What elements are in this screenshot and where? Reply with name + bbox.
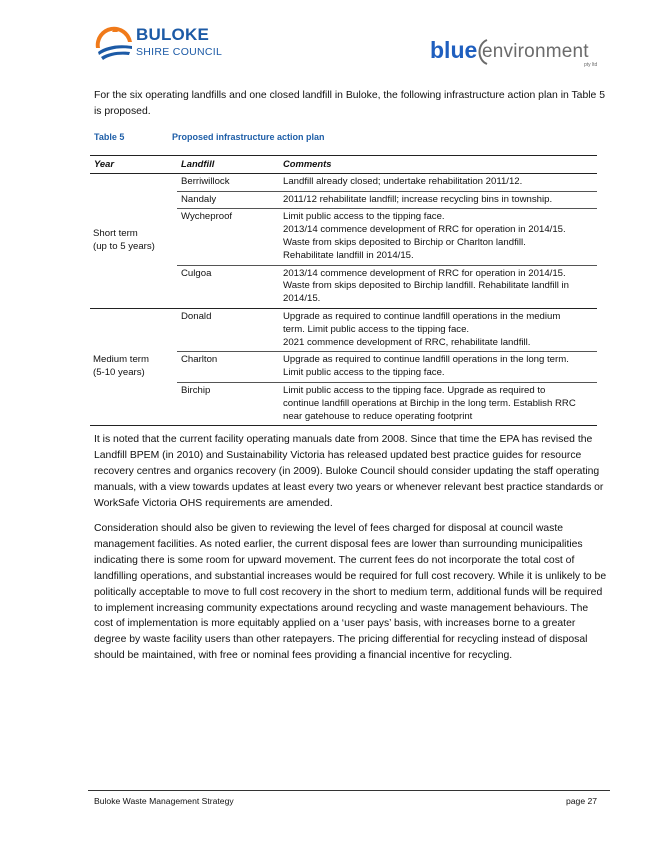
header-comments: Comments [279, 156, 597, 174]
table-row [90, 308, 597, 351]
buloke-emblem-icon [92, 22, 136, 66]
council-name: BULOKE [136, 25, 209, 44]
comment-line: Upgrade as required to continue landfill operations in the long term. [283, 354, 569, 366]
header-year: Year [90, 156, 177, 174]
footer-document-title: Buloke Waste Management Strategy [94, 796, 234, 806]
table-caption-number: Table 5 [94, 132, 125, 142]
comment-line: term. Limit public access to the tipping face. [283, 323, 470, 335]
comment-line: 2013/14 commence development of RRC for operation in 2014/15. [283, 267, 566, 279]
comments-cell [279, 191, 597, 209]
comment-line: continue landfill operations at Birchip in the long term. Establish RRC [283, 397, 576, 409]
period-range: (up to 5 years) [93, 240, 155, 252]
landfill-cell: Wycheproof [177, 209, 279, 265]
comment-line: Upgrade as required to continue landfill operations in the medium [283, 310, 561, 322]
intro-paragraph: For the six operating landfills and one closed landfill in Buloke, the following infrastructure action plan in Table 5 is proposed. [94, 90, 605, 117]
landfill-cell: Charlton [177, 352, 279, 383]
brand-suffix: pty ltd [584, 62, 598, 68]
table-caption [94, 132, 325, 142]
period-label: Short term [93, 228, 138, 240]
period-medium-term [90, 308, 177, 425]
comment-line: 2014/15. [283, 293, 321, 305]
footer-divider [88, 790, 610, 791]
comments-cell [279, 173, 597, 191]
comments-cell [279, 352, 597, 383]
brand-environment-wordmark: environment [482, 41, 589, 62]
comments-cell [279, 265, 597, 308]
landfill-cell: Berriwillock [181, 175, 230, 187]
comment-line: 2021 commence development of RRC, rehabilitate landfill. [283, 336, 531, 348]
table-header-row [90, 156, 597, 174]
period-range: (5-10 years) [93, 367, 145, 379]
comment-line: Waste from skips deposited to Birchip landfill. Rehabilitate landfill in [283, 280, 569, 292]
comment-line: 2011/12 rehabilitate landfill; increase recycling bins in township. [283, 193, 553, 205]
header-landfill: Landfill [177, 156, 279, 174]
council-subtitle: SHIRE COUNCIL [136, 46, 223, 58]
landfill-cell: Nandaly [177, 191, 279, 209]
landfill-cell: Culgoa [177, 265, 279, 308]
comment-line: near gatehouse to reduce operating footprint [283, 410, 473, 422]
comment-line: Landfill already closed; undertake rehabilitation 2011/12. [283, 175, 523, 187]
period-label: Medium term [93, 354, 149, 366]
brand-blue-wordmark: blue [430, 37, 478, 63]
comment-line: Rehabilitate landfill in 2014/15. [283, 249, 414, 261]
action-plan-table [90, 155, 597, 426]
comment-line: 2013/14 commence development of RRC for operation in 2014/15. [283, 224, 566, 236]
comment-line: Limit public access to the tipping face. [283, 367, 445, 379]
landfill-cell: Birchip [177, 382, 279, 425]
comments-cell [279, 209, 597, 265]
table-caption-title: Proposed infrastructure action plan [172, 132, 325, 142]
comments-cell [279, 308, 597, 351]
period-short-term [90, 173, 177, 308]
footer-page-number: page 27 [566, 796, 598, 806]
table-row [90, 173, 597, 191]
manuals-paragraph: It is noted that the current facility operating manuals date from 2008. Since that time the EPA has revised the Landfill BPEM (in 2010) and Sustainability Victoria has released updated best practice guides for resource recovery centres and organics recovery (in 2009). Buloke Council should consider updating the staff operating manuals, with a view towards updates at least every two years or whenever relevant best practice standards or WorkSafe Victoria OHS requirements are amended. [94, 434, 604, 509]
comments-cell [279, 382, 597, 425]
landfill-cell: Donald [181, 310, 212, 322]
comment-line: Limit public access to the tipping face. Upgrade as required to [283, 384, 546, 396]
comment-line: Waste from skips deposited to Birchip or Charlton landfill. [283, 236, 526, 248]
fees-paragraph: Consideration should also be given to reviewing the level of fees charged for disposal at council waste management facilities. As noted earlier, the current disposal fees are lower than surrounding municipalities indicating there is some room for upward movement. The current fees do not incorporate the total cost of landfilling operations, and substantial increases would be required for full cost recovery. While it is unlikely to be politically acceptable to move to full cost recovery in the short to medium term, additional funds will be required to implement increasing community expectations around recycling and waste management behaviours. The cost of implementation is more equitably applied on a ‘user pays’ basis, with increases borne to a greater degree by waste facility users than other ratepayers. The pricing differential for recycling instead of disposal should be maintained, with free or nominal fees providing a financial incentive for recycling. [94, 523, 607, 662]
comment-line: Limit public access to the tipping face. [283, 211, 445, 223]
